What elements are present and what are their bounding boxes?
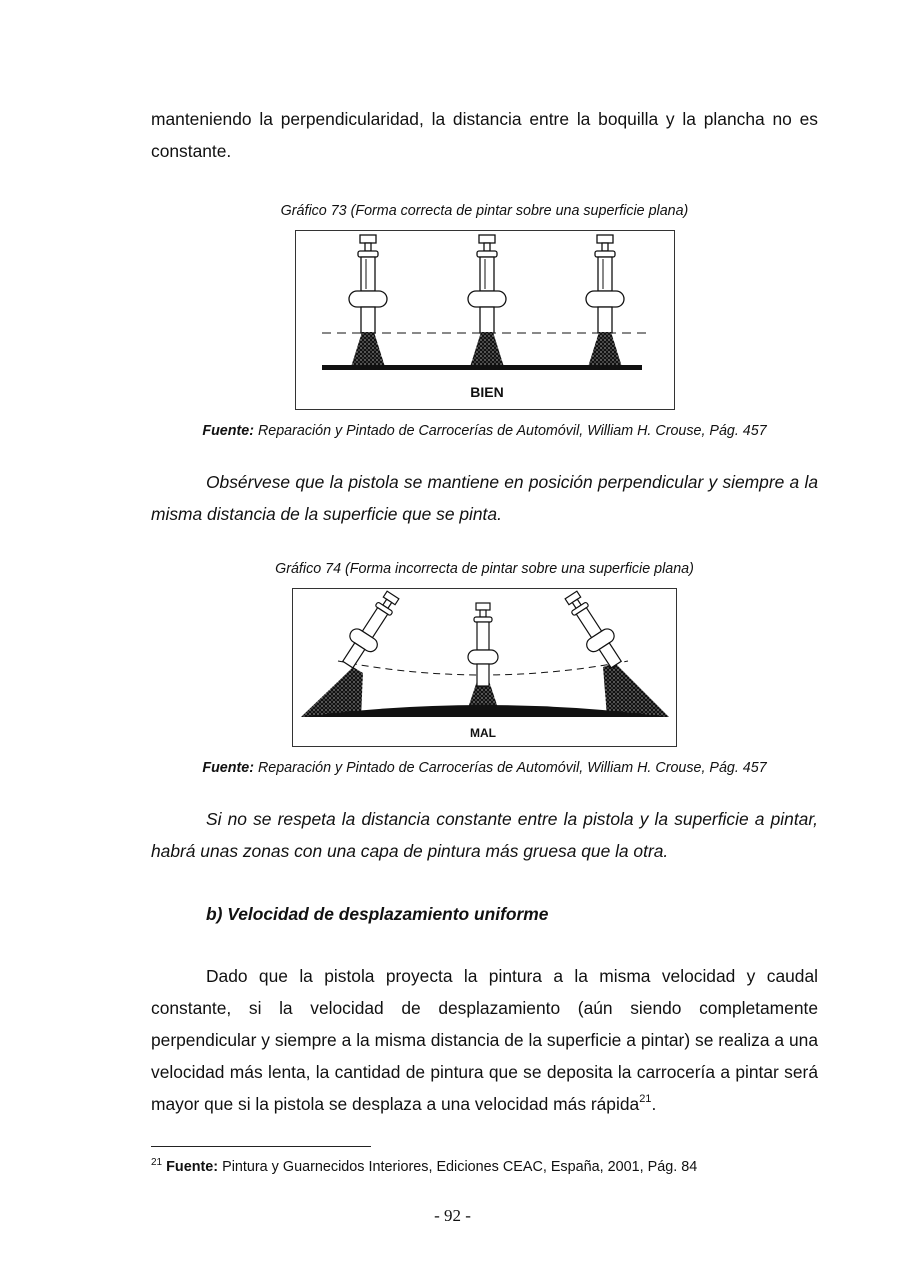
figure-74-incorrect-painting: [292, 588, 677, 747]
footnote: [151, 1153, 697, 1177]
paint-spray-right: [603, 663, 669, 717]
flat-surface: [322, 365, 642, 370]
spray-gun-1: [349, 235, 387, 333]
speed-paragraph-end: .: [651, 1094, 657, 1114]
paint-spray-1: [351, 332, 385, 367]
figure-73-label: BIEN: [470, 384, 504, 400]
section-heading: b) Velocidad de desplazamiento uniforme: [206, 904, 549, 924]
spray-gun-center: [468, 603, 498, 686]
paint-spray-2: [470, 332, 504, 367]
paint-spray-left: [301, 667, 363, 717]
source-label: Fuente:: [202, 423, 254, 439]
footnote-number: 21: [151, 1157, 163, 1168]
spray-gun-right: [558, 589, 628, 673]
speed-paragraph: [151, 960, 818, 1120]
spray-gun-2: [468, 235, 506, 333]
footnote-label: Fuente:: [166, 1159, 219, 1175]
source-label: Fuente:: [202, 760, 254, 776]
distance-paragraph: [151, 803, 818, 867]
distance-paragraph-text: Si no se respeta la distancia constante entre la pistola y la superficie a pintar, habrá unas zonas con una capa de pintura más gruesa que la otra.: [151, 809, 818, 861]
footnote-reference[interactable]: 21: [639, 1093, 652, 1105]
observation-paragraph: [151, 466, 818, 530]
figure-73-illustration: [296, 231, 674, 409]
source-text: Reparación y Pintado de Carrocerías de Automóvil, William H. Crouse, Pág. 457: [253, 760, 767, 776]
intro-paragraph-text: manteniendo la perpendicularidad, la distancia entre la boquilla y la plancha no es constante.: [151, 109, 818, 161]
figure-73-source: [151, 421, 818, 441]
spray-gun-left: [335, 589, 405, 673]
figure-74-illustration: [293, 589, 676, 746]
paint-spray-3: [588, 332, 622, 367]
intro-paragraph: [151, 103, 818, 167]
figure-73-caption: Gráfico 73 (Forma correcta de pintar sobre una superficie plana): [280, 203, 689, 219]
page-number: - 92 -: [434, 1206, 471, 1225]
footnote-text: Pintura y Guarnecidos Interiores, Ediciones CEAC, España, 2001, Pág. 84: [218, 1159, 698, 1175]
figure-74-label: MAL: [470, 726, 496, 740]
figure-73-correct-painting: [295, 230, 675, 410]
figure-74-caption: Gráfico 74 (Forma incorrecta de pintar sobre una superficie plana): [275, 561, 694, 577]
source-text: Reparación y Pintado de Carrocerías de Automóvil, William H. Crouse, Pág. 457: [253, 423, 767, 439]
figure-74-source: [151, 758, 818, 778]
footnote-divider: [151, 1146, 371, 1147]
speed-paragraph-text: Dado que la pistola proyecta la pintura a la misma velocidad y caudal constante, si la velocidad de desplazamiento (aún siendo completamente perpendicular y siempre a la misma distancia de la superficie a pintar) se realiza a una velocidad más lenta, la cantidad de pintura que se deposita la carrocería a pintar será mayor que si la pistola se desplaza a una velocidad más rápida: [151, 966, 818, 1114]
observation-paragraph-text: Obsérvese que la pistola se mantiene en posición perpendicular y siempre a la misma distancia de la superficie que se pinta.: [151, 472, 818, 524]
spray-gun-3: [586, 235, 624, 333]
